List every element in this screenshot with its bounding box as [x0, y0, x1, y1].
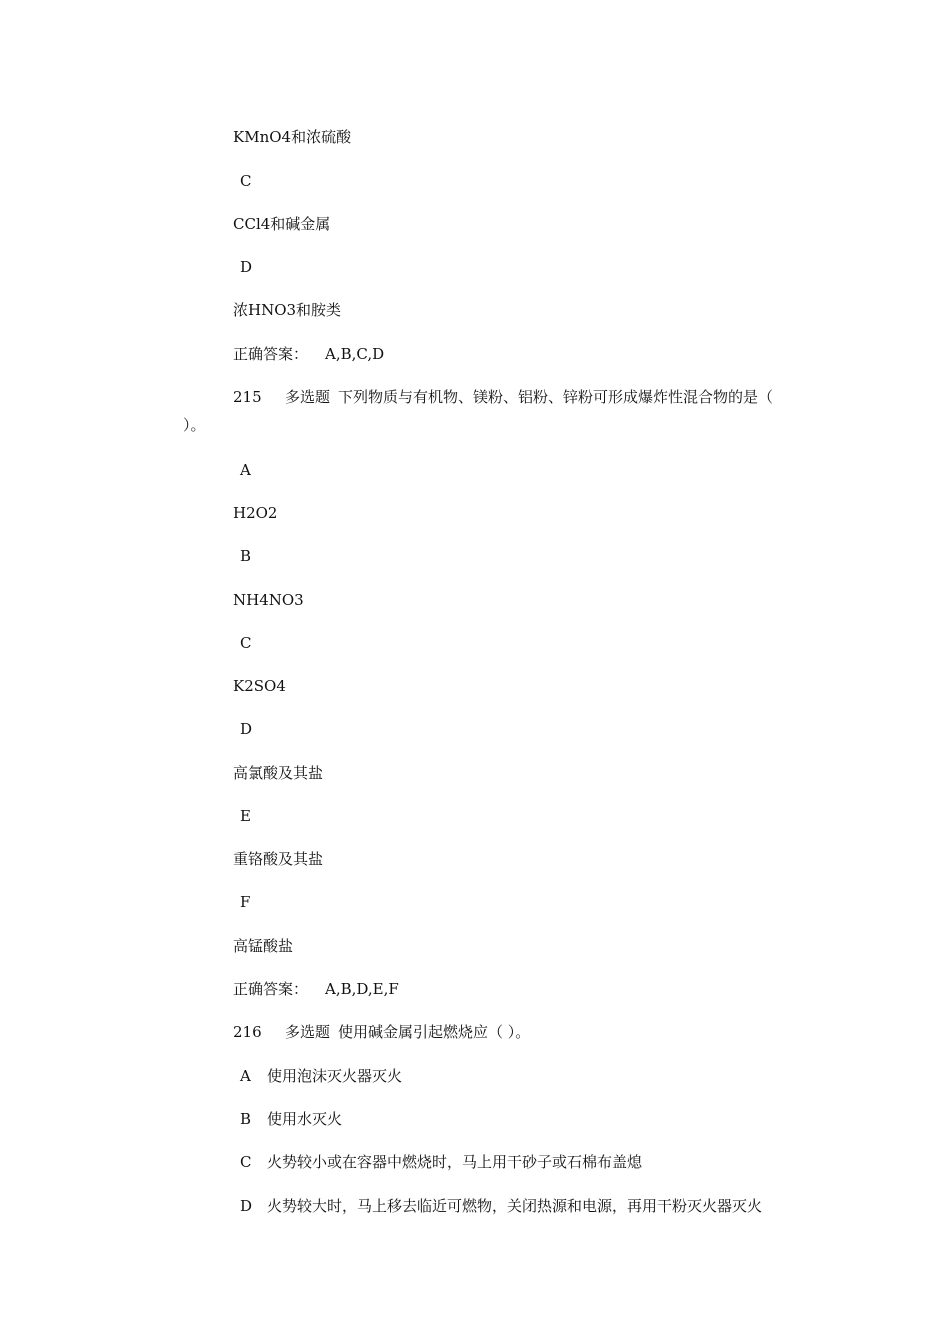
option-text: 使用泡沫灭火器灭火 — [267, 1067, 403, 1085]
option-row — [240, 1066, 402, 1086]
option-text: 高氯酸及其盐 — [233, 764, 324, 782]
option-text: 高锰酸盐 — [233, 937, 294, 955]
question-stem — [233, 387, 773, 407]
option-letter: C — [240, 634, 252, 652]
option-row — [240, 1196, 762, 1216]
question-text: 下列物质与有机物、镁粉、铝粉、锌粉可形成爆炸性混合物的是（ — [338, 388, 774, 406]
answer-label: 正确答案： — [233, 345, 309, 363]
question-type: 多选题 — [285, 388, 331, 406]
option-text: 火势较大时，马上移去临近可燃物，关闭热源和电源，再用干粉灭火器灭火 — [267, 1197, 763, 1215]
option-text: H2O2 — [233, 504, 278, 522]
question-type: 多选题 — [285, 1023, 331, 1041]
answer-line — [233, 979, 399, 999]
option-letter: F — [240, 893, 251, 911]
option-text: 使用水灭火 — [267, 1110, 343, 1128]
option-letter: C — [240, 1153, 252, 1171]
answer-value: A,B,C,D — [325, 345, 385, 363]
question-text-continued: ）。 — [183, 416, 206, 434]
option-text: NH4NO3 — [233, 591, 304, 609]
option-text: CCl4和碱金属 — [233, 215, 331, 233]
answer-line — [233, 344, 384, 364]
option-letter: B — [240, 547, 252, 565]
option-row — [240, 1109, 342, 1129]
option-row — [240, 1152, 642, 1172]
answer-label: 正确答案： — [233, 980, 309, 998]
option-text: 火势较小或在容器中燃烧时，马上用干砂子或石棉布盖熄 — [267, 1153, 643, 1171]
question-number: 215 — [233, 388, 262, 406]
option-text: KMnO4和浓硫酸 — [233, 128, 352, 146]
option-text: K2SO4 — [233, 677, 286, 695]
question-number: 216 — [233, 1023, 262, 1041]
option-letter: B — [240, 1110, 252, 1128]
option-text: 重铬酸及其盐 — [233, 850, 324, 868]
option-letter: A — [240, 461, 251, 479]
option-letter: D — [240, 1197, 253, 1215]
option-text: 浓HNO3和胺类 — [233, 301, 342, 319]
option-letter: A — [240, 1067, 251, 1085]
question-stem — [233, 1022, 530, 1042]
answer-value: A,B,D,E,F — [325, 980, 399, 998]
option-letter: D — [240, 720, 253, 738]
option-letter: E — [240, 807, 251, 825]
option-letter: D — [240, 258, 253, 276]
option-letter: C — [240, 172, 252, 190]
question-text: 使用碱金属引起燃烧应（ ）。 — [338, 1023, 531, 1041]
